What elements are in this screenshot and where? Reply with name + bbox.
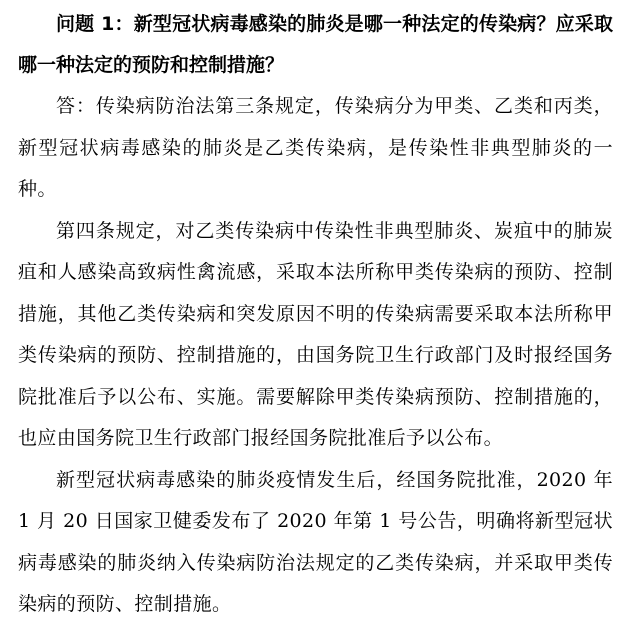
- question-heading: 问题 1：新型冠状病毒感染的肺炎是哪一种法定的传染病？应采取哪一种法定的预防和控制措施？: [18, 13, 613, 76]
- announcement-paragraph: 新型冠状病毒感染的肺炎疫情发生后，经国务院批准，2020 年 1 月 20 日国家卫健委发布了 2020 年第 1 号公告，明确将新型冠状病毒感染的肺炎纳入传染病防治法规定的乙类传染病，并采取甲类传染病的预防、控制措施。: [18, 468, 613, 615]
- answer-paragraph: 答：传染病防治法第三条规定，传染病分为甲类、乙类和丙类，新型冠状病毒感染的肺炎是乙类传染病，是传染性非典型肺炎的一种。: [18, 95, 613, 200]
- article-four-paragraph: 第四条规定，对乙类传染病中传染性非典型肺炎、炭疽中的肺炭疽和人感染高致病性禽流感，采取本法所称甲类传染病的预防、控制措施，其他乙类传染病和突发原因不明的传染病需要采取本法所称甲类传染病的预防、控制措施的，由国务院卫生行政部门及时报经国务院批准后予以公布、实施。需要解除甲类传染病预防、控制措施的，也应由国务院卫生行政部门报经国务院批准后予以公布。: [18, 219, 613, 449]
